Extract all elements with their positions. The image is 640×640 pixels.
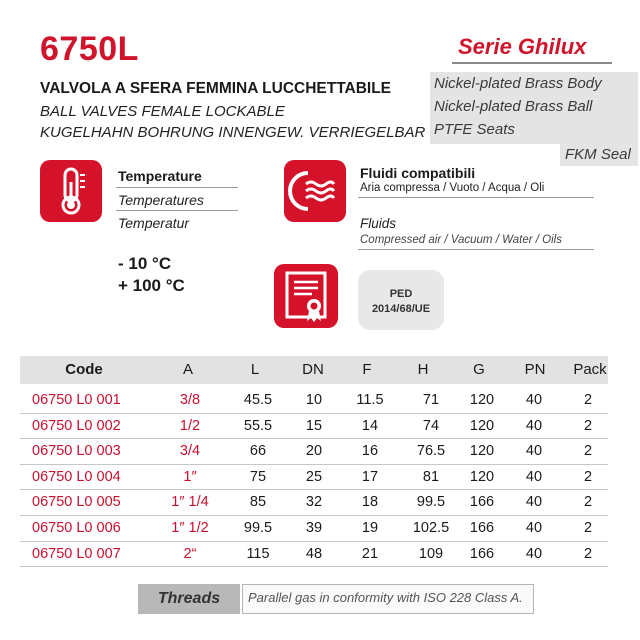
cell-dn: 15 xyxy=(305,417,323,434)
temperature-label-en: Temperatures xyxy=(118,192,204,208)
cell-a: 1/2 xyxy=(179,417,201,434)
cell-pn: 40 xyxy=(525,468,543,485)
cell-pack: 2 xyxy=(583,545,593,562)
col-header-pack: Pack xyxy=(573,361,607,378)
cell-l: 85 xyxy=(249,494,267,511)
cell-code: 06750 L0 001 xyxy=(32,392,121,408)
fluids-rule-1 xyxy=(358,197,594,198)
cell-l: 75 xyxy=(249,468,267,485)
spec-body: Nickel-plated Brass Body xyxy=(434,75,602,92)
title-italian: VALVOLA A SFERA FEMMINA LUCCHETTABILE xyxy=(40,80,392,97)
cell-pn: 40 xyxy=(525,392,543,408)
temperature-rule-2 xyxy=(116,210,238,211)
cell-l: 115 xyxy=(246,545,270,562)
threads-label: Threads xyxy=(157,590,221,607)
col-header-dn: DN xyxy=(302,361,324,378)
cell-g: 120 xyxy=(469,443,495,460)
cell-pn: 40 xyxy=(525,417,543,434)
fluids-label-it: Fluidi compatibili xyxy=(360,165,476,181)
cell-dn: 20 xyxy=(305,443,323,460)
cell-l: 66 xyxy=(249,443,267,460)
cell-dn: 10 xyxy=(305,392,323,408)
cell-h: 74 xyxy=(422,417,440,434)
cell-pack: 2 xyxy=(583,468,593,485)
spec-ball: Nickel-plated Brass Ball xyxy=(434,98,593,115)
cell-g: 120 xyxy=(469,468,495,485)
cell-f: 21 xyxy=(361,545,379,562)
fluids-list-en: Compressed air / Vacuum / Water / Oils xyxy=(360,234,562,246)
cell-g: 120 xyxy=(469,392,495,408)
seal-spec-box xyxy=(560,144,638,166)
cell-code: 06750 L0 004 xyxy=(32,468,121,485)
cell-h: 71 xyxy=(422,392,440,408)
col-header-pn: PN xyxy=(524,361,546,378)
cell-l: 45.5 xyxy=(243,392,273,408)
row-divider xyxy=(20,566,608,567)
cell-a: 2“ xyxy=(183,545,197,562)
table-row xyxy=(20,414,608,440)
title-german: KUGELHAHN BOHRUNG INNENGEW. VERRIEGELBAR xyxy=(40,124,426,141)
fluids-label-en: Fluids xyxy=(360,216,397,231)
cell-a: 3/4 xyxy=(179,443,201,460)
thermometer-icon xyxy=(40,160,102,222)
cell-h: 109 xyxy=(418,545,444,562)
series-underline xyxy=(452,62,612,64)
cell-a: 3/8 xyxy=(179,392,201,408)
cell-dn: 48 xyxy=(305,545,323,562)
cell-f: 19 xyxy=(361,520,379,536)
cell-pn: 40 xyxy=(525,545,543,562)
cell-a: 1″ 1/2 xyxy=(171,520,209,536)
cell-a: 1″ xyxy=(183,468,197,485)
title-english: BALL VALVES FEMALE LOCKABLE xyxy=(40,103,285,120)
cell-g: 120 xyxy=(469,417,495,434)
col-header-h: H xyxy=(417,361,429,378)
cell-a: 1″ 1/4 xyxy=(171,494,209,511)
table-row xyxy=(20,388,608,414)
cell-l: 55.5 xyxy=(243,417,273,434)
cell-h: 76.5 xyxy=(416,443,446,460)
cell-h: 99.5 xyxy=(416,494,446,511)
cell-f: 11.5 xyxy=(356,392,384,408)
table-row xyxy=(20,516,608,542)
cell-code: 06750 L0 002 xyxy=(32,417,121,434)
materials-spec-box xyxy=(430,72,638,144)
col-header-a: A xyxy=(182,361,193,378)
cell-code: 06750 L0 007 xyxy=(32,545,121,562)
cell-f: 16 xyxy=(361,443,379,460)
fluids-rule-2 xyxy=(358,249,594,250)
temperature-label-it: Temperature xyxy=(118,168,202,184)
temperature-max: + 100 °C xyxy=(118,276,185,295)
cell-g: 166 xyxy=(469,545,495,562)
cell-pack: 2 xyxy=(583,417,593,434)
table-row xyxy=(20,490,608,516)
cell-pack: 2 xyxy=(583,520,593,536)
certificate-icon xyxy=(274,264,338,328)
cell-pack: 2 xyxy=(583,494,593,511)
cell-g: 166 xyxy=(469,494,495,511)
product-code: 6750L xyxy=(40,30,139,68)
cell-f: 14 xyxy=(361,417,379,434)
cell-code: 06750 L0 003 xyxy=(32,443,121,460)
series-title: Serie Ghilux xyxy=(458,34,587,59)
temperature-label-de: Temperatur xyxy=(118,215,190,231)
ped-directive: 2014/68/UE xyxy=(371,303,431,315)
cell-l: 99.5 xyxy=(243,520,273,536)
ped-badge xyxy=(358,270,444,330)
table-row xyxy=(20,542,608,568)
cell-code: 06750 L0 006 xyxy=(32,520,121,536)
cell-code: 06750 L0 005 xyxy=(32,494,121,511)
spec-seats: PTFE Seats xyxy=(434,121,515,138)
cell-pn: 40 xyxy=(525,494,543,511)
fluids-waves-icon xyxy=(284,160,346,222)
ped-label: PED xyxy=(389,288,413,300)
col-header-f: F xyxy=(362,361,372,378)
spec-seal: FKM Seal xyxy=(565,146,631,163)
cell-f: 18 xyxy=(361,494,379,511)
temperature-rule-1 xyxy=(116,187,238,188)
cell-pack: 2 xyxy=(583,392,593,408)
temperature-min: - 10 °C xyxy=(118,254,172,273)
cell-dn: 25 xyxy=(305,468,323,485)
col-header-g: G xyxy=(473,361,485,378)
col-header-code: Code xyxy=(65,361,103,378)
cell-g: 166 xyxy=(469,520,495,536)
col-header-l: L xyxy=(250,361,260,378)
cell-f: 17 xyxy=(361,468,379,485)
cell-h: 102.5 xyxy=(412,520,450,536)
table-row xyxy=(20,465,608,491)
cell-pn: 40 xyxy=(525,443,543,460)
cell-h: 81 xyxy=(422,468,440,485)
cell-dn: 32 xyxy=(305,494,323,511)
threads-note: Parallel gas in conformity with ISO 228 Class A. xyxy=(248,590,523,605)
cell-pack: 2 xyxy=(583,443,593,460)
cell-dn: 39 xyxy=(305,520,323,536)
cell-pn: 40 xyxy=(525,520,543,536)
table-row xyxy=(20,439,608,465)
fluids-list-it: Aria compressa / Vuoto / Acqua / Oli xyxy=(360,182,545,194)
